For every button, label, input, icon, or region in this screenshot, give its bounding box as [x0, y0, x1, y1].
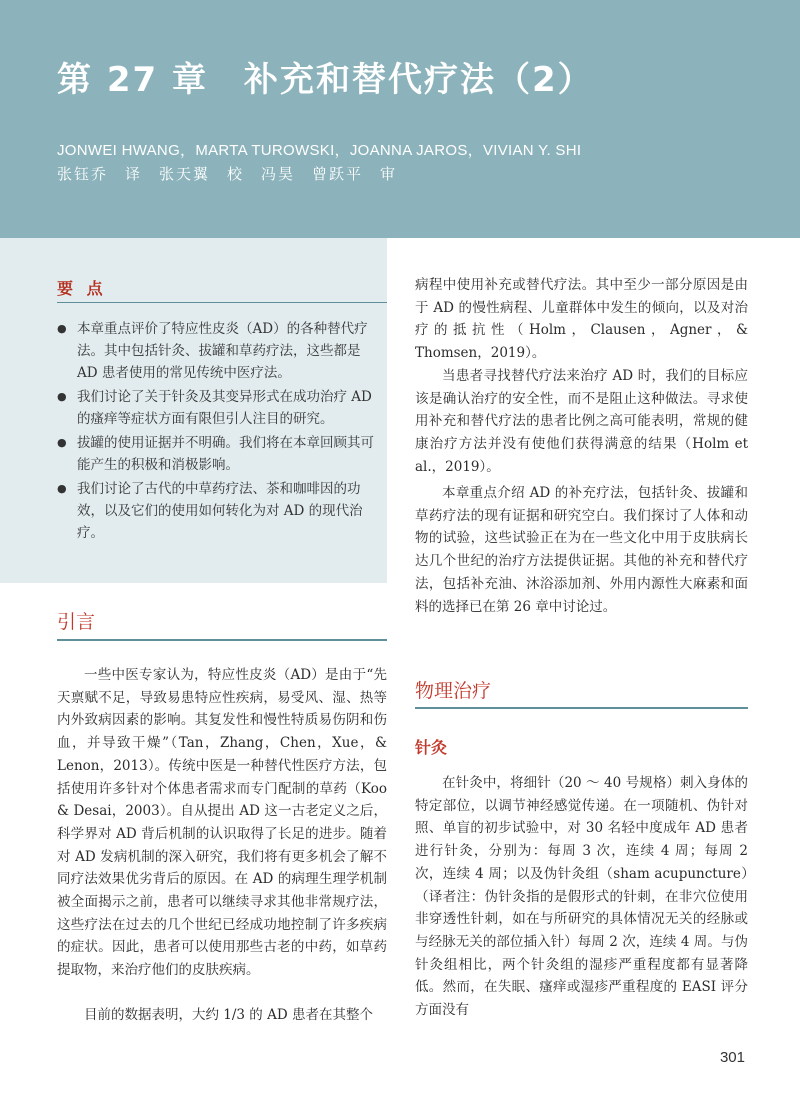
acupuncture-paragraph: 在针灸中，将细针（20 ～ 40 号规格）刺入身体的特定部位，以调节神经感觉传递。在一项随机、伪针对照、单盲的初步试验中，对 30 名轻中度成年 AD 患者进行针灸，分别为：每周 3 次，连续 4 周；每周 2 次，连续 4 周；以及伪针灸组（sham acupuncture）（译者注：伪针灸指的是假形式的针刺，在非穴位使用非穿透性针刺，如在与所研究的具体情况无关的经脉或与经脉无关的部位插入针）每周 2 次，连续 4 周。与伪针灸组相比，两个针灸组的湿疹严重程度都有显著降低。然而，在失眠、瘙痒或湿疹严重程度的 EASI 评分方面没有 — [415, 775, 748, 1019]
key-points-divider — [57, 302, 387, 303]
acupuncture-subheading: 针灸 — [415, 738, 448, 757]
physical-therapy-divider — [415, 707, 748, 709]
key-point-item: ● 我们讨论了关于针灸及其变异形式在成功治疗 AD 的瘙痒等症状方面有限但引人注目的研究。 — [57, 386, 379, 430]
intro-heading: 引言 — [57, 611, 96, 633]
page-number: 301 — [719, 1049, 745, 1066]
intro-paragraph: 一些中医专家认为，特应性皮炎（AD）是由于“先天禀赋不足，导致易患特应性疾病，易受风、湿、热等内外致病因素的影响。其复发性和慢性特质易伤阴和伤血，并导致干燥”（Tan，Zhang，Chen，Xue，& Lenon，2013）。传统中医是一种替代性医疗方法，包括使用许多针对个体患者需求而专门配制的草药（Koo & Desai，2003）。自从提出 AD 这一古老定义之后，科学界对 AD 背后机制的认识取得了长足的进步。随着对 AD 发病机制的深入研究，我们将有更多机会了解不同疗法效果优劣背后的原因。在 AD 的病理生理学机制被全面揭示之前，患者可以继续寻求其他非常规疗法，这些疗法在过去的几个世纪已经成功地控制了许多疾病的症状。因此，患者可以使用那些古老的中药，如草药提取物，来治疗他们的皮肤疾病。 — [57, 667, 387, 979]
key-points-heading: 要 点 — [57, 279, 107, 298]
key-points-list — [57, 318, 379, 546]
author-list: JONWEI HWANG，MARTA TUROWSKI，JOANNA JAROS，VIVIAN Y. SHI — [57, 142, 582, 159]
physical-therapy-heading: 物理治疗 — [415, 680, 492, 702]
chapter-title: 第 27 章 补充和替代疗法（2） — [57, 60, 594, 100]
key-point-item: ● 本章重点评价了特应性皮炎（AD）的各种替代疗法。其中包括针灸、拔罐和草药疗法，这些都是 AD 患者使用的常见传统中医疗法。 — [57, 318, 379, 384]
key-point-item: ● 拔罐的使用证据并不明确。我们将在本章回顾其可能产生的积极和消极影响。 — [57, 432, 379, 476]
chapter-header-banner — [0, 0, 800, 238]
body-paragraph: 本章重点介绍 AD 的补充疗法，包括针灸、拔罐和草药疗法的现有证据和研究空白。我们探讨了人体和动物的试验，这些试验正在为在一些文化中用于皮肤病长达几个世纪的治疗方法提供证据。其他的补充和替代疗法，包括补充油、沐浴添加剂、外用内源性大麻素和面料的选择已在第 26 章中讨论过。 — [415, 485, 748, 615]
translator-credits: 张钰乔 译 张天翼 校 冯昊 曾跃平 审 — [57, 165, 398, 183]
body-paragraph: 当患者寻找替代疗法来治疗 AD 时，我们的目标应该是确认治疗的安全性，而不是阻止这种做法。寻求使用补充和替代疗法的患者比例之高可能表明，常规的健康治疗方法并没有使他们获得满意的结果（Holm et al.，2019）。 — [415, 368, 748, 475]
intro-paragraph: 目前的数据表明，大约 1/3 的 AD 患者在其整个 — [84, 1007, 373, 1023]
key-point-item: ● 我们讨论了古代的中草药疗法、茶和咖啡因的功效，以及它们的使用如何转化为对 AD 的现代治疗。 — [57, 478, 379, 544]
body-paragraph-continuation: 病程中使用补充或替代疗法。其中至少一部分原因是由于 AD 的慢性病程、儿童群体中发生的倾向，以及对治疗的抵抗性（Holm，Clausen，Agner，& Thomsen，2019）。 — [415, 277, 748, 362]
intro-divider — [57, 639, 387, 641]
